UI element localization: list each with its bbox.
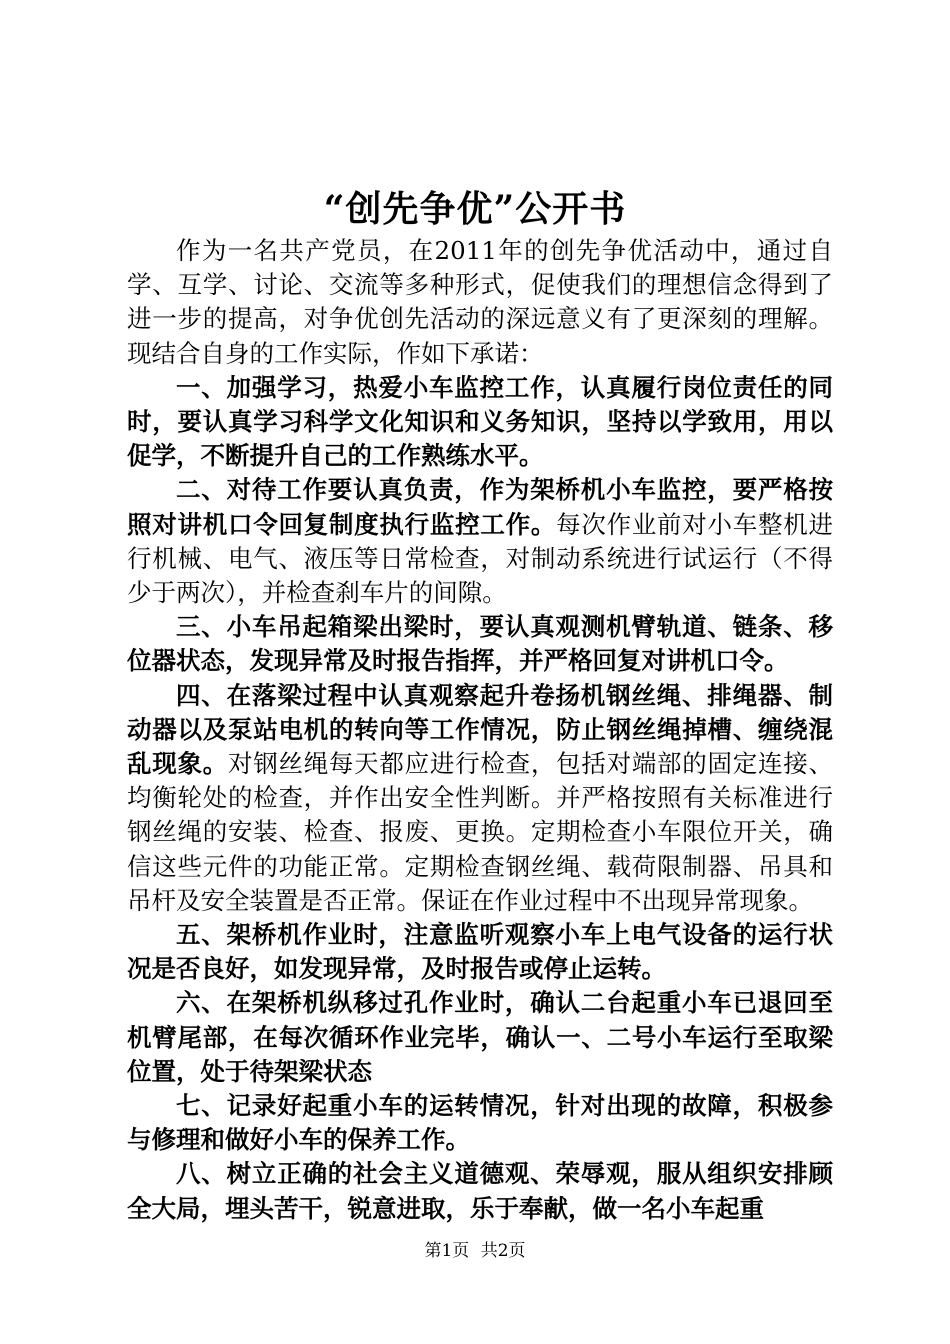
commitment-item-5-bold: 五、架桥机作业时，注意监听观察小车上电气设备的运行状况是否良好，如发现异常，及时报告或停止运转。 bbox=[127, 920, 833, 984]
commitment-item-2-normal: 每次作业前对小车整机进行机械、电气、液压等日常检查，对制动系统进行试运行（不得少于两次），并检查刹车片的间隙。 bbox=[127, 509, 834, 608]
commitment-item-5 bbox=[127, 918, 833, 986]
page-footer: 第1页 共2页 bbox=[424, 1241, 526, 1261]
commitment-item-2 bbox=[127, 473, 833, 610]
document-body bbox=[127, 234, 833, 1226]
commitment-item-6-bold: 六、在架桥机纵移过孔作业时，确认二台起重小车已退回至机臂尾部，在每次循环作业完毕，确认一、二号小车运行至取梁位置，处于待架梁状态 bbox=[127, 988, 833, 1086]
commitment-item-4-normal: 对钢丝绳每天都应进行检查，包括对端部的固定连接、均衡轮处的检查，并作出安全性判断。并严格按照有关标准进行钢丝绳的安装、检查、报废、更换。定期检查小车限位开关，确信这些元件的功能正常。定期检查钢丝绳、载荷限制器、吊具和吊杆及安全装置是否正常。保证在作业过程中不出现异常现象。 bbox=[127, 749, 834, 915]
commitment-item-2-bold: 二、对待工作要认真负责，作为架桥机小车监控，要严格按照对讲机口令回复制度执行监控工作。 bbox=[127, 475, 833, 539]
commitment-item-4 bbox=[127, 679, 833, 918]
document-title: “创先争优”公开书 bbox=[323, 188, 627, 230]
commitment-item-8-bold: 八、树立正确的社会主义道德观、荣辱观，服从组织安排顾全大局，埋头苦干，锐意进取，乐于奉献，做一名小车起重 bbox=[127, 1159, 833, 1223]
commitment-item-6 bbox=[127, 986, 833, 1089]
commitment-item-7-bold: 七、记录好起重小车的运转情况，针对出现的故障，积极参与修理和做好小车的保养工作。 bbox=[127, 1091, 833, 1155]
commitment-item-1 bbox=[127, 371, 833, 474]
commitment-item-8 bbox=[127, 1157, 833, 1225]
commitment-item-7 bbox=[127, 1089, 833, 1157]
commitment-item-3 bbox=[127, 610, 833, 678]
commitment-item-3-bold: 三、小车吊起箱梁出梁时，要认真观测机臂轨道、链条、移位器状态，发现异常及时报告指挥，并严格回复对讲机口令。 bbox=[127, 612, 833, 676]
commitment-item-1-bold: 一、加强学习，热爱小车监控工作，认真履行岗位责任的同时，要认真学习科学文化知识和义务知识，坚持以学致用，用以促学，不断提升自己的工作熟练水平。 bbox=[127, 372, 833, 471]
intro-paragraph: 作为一名共产党员，在2011年的创先争优活动中，通过自学、互学、讨论、交流等多种形式，促使我们的理想信念得到了进一步的提高，对争优创先活动的深远意义有了更深刻的理解。现结合自身的工作实际，作如下承诺： bbox=[127, 236, 833, 368]
commitment-item-4-bold: 四、在落梁过程中认真观察起升卷扬机钢丝绳、排绳器、制动器以及泵站电机的转向等工作情况，防止钢丝绳掉槽、缠绕混乱现象。 bbox=[127, 680, 833, 779]
